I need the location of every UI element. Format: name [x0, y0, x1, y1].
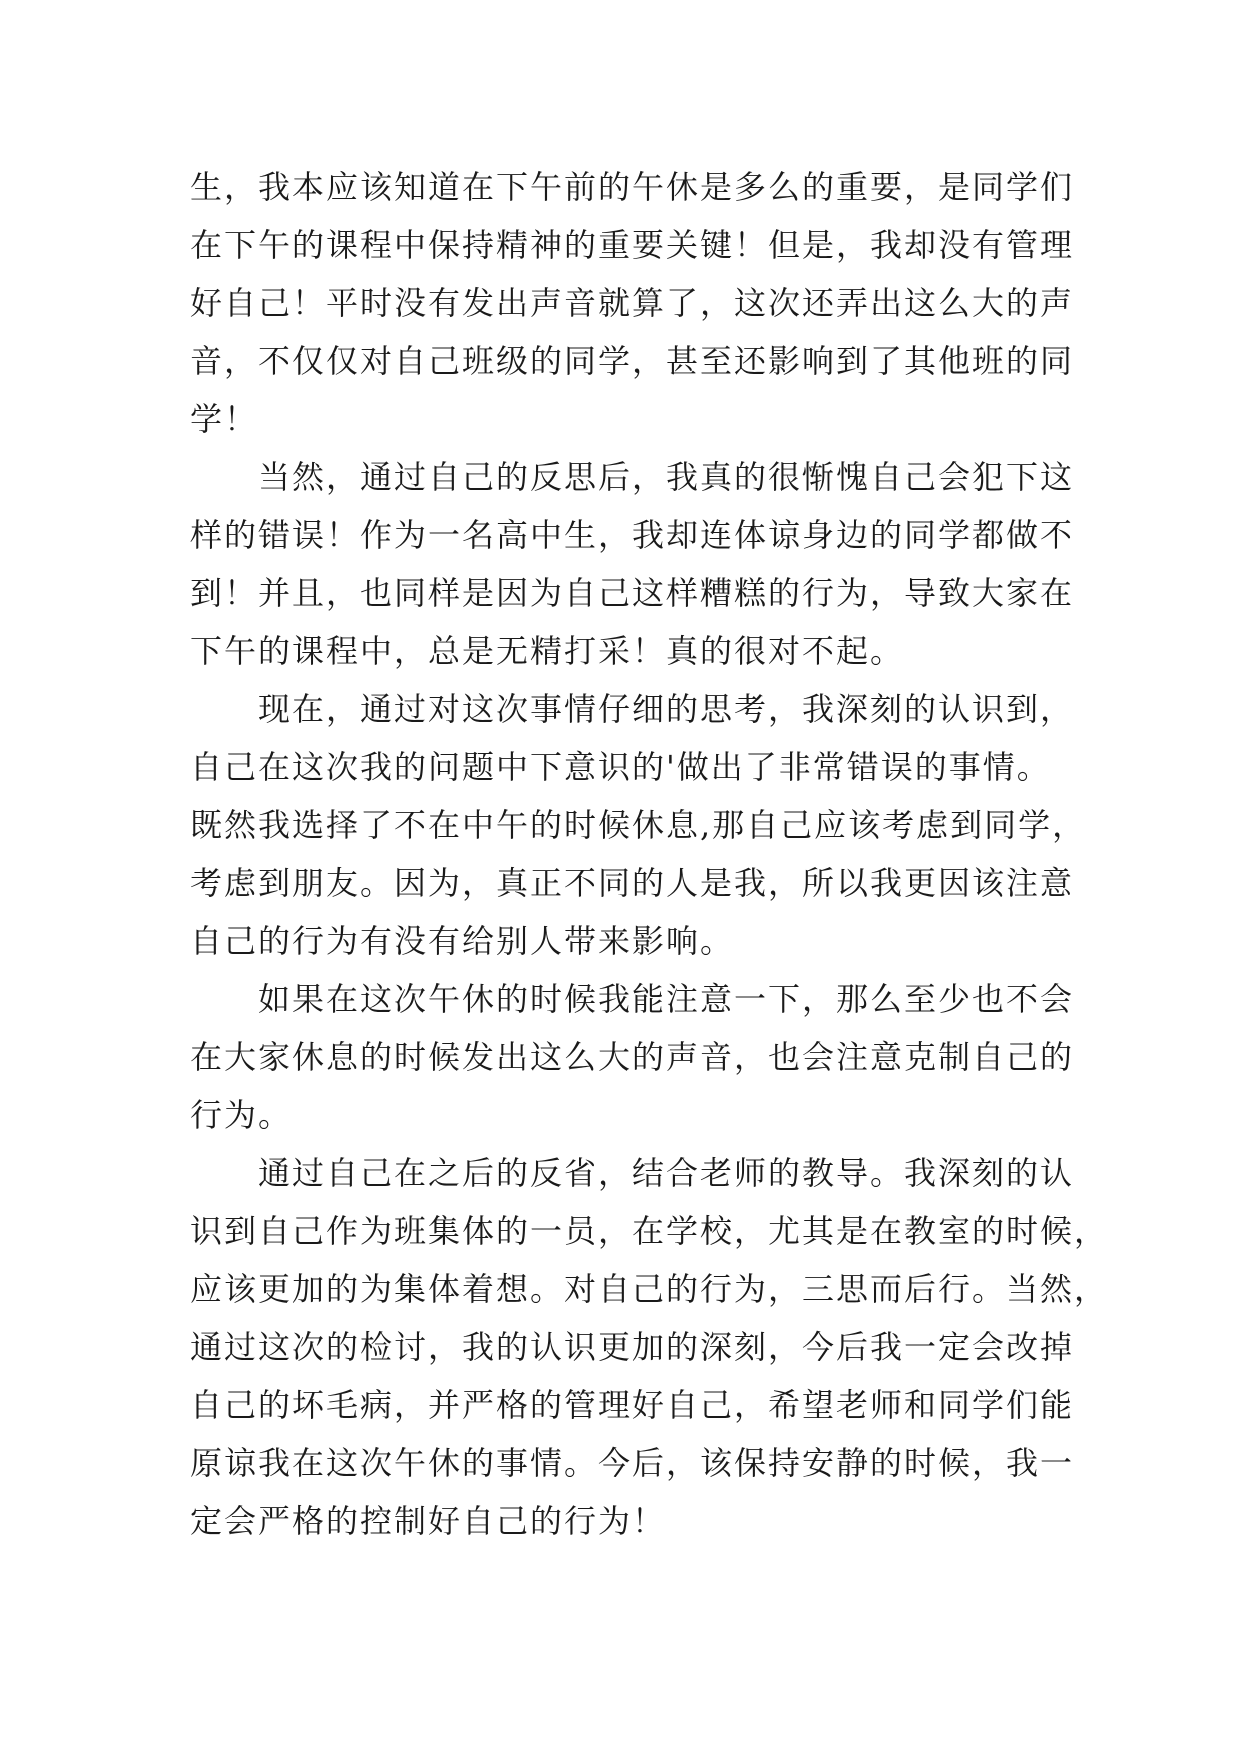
text-line: 考虑到朋友。因为，真正不同的人是我，所以我更因该注意	[190, 864, 1075, 902]
text-line: 通过这次的检讨，我的认识更加的深刻，今后我一定会改掉	[190, 1328, 1075, 1366]
text-line: 下午的课程中，总是无精打采！真的很对不起。	[190, 632, 905, 670]
text-line: 应该更加的为集体着想。对自己的行为，三思而后行。当然，	[190, 1270, 1109, 1308]
paragraph-start-line: 现在，通过对这次事情仔细的思考，我深刻的认识到，	[258, 690, 1075, 728]
text-line: 音，不仅仅对自己班级的同学，甚至还影响到了其他班的同	[190, 342, 1075, 380]
text-line: 生，我本应该知道在下午前的午休是多么的重要，是同学们	[190, 168, 1075, 206]
text-line: 在大家休息的时候发出这么大的声音，也会注意克制自己的	[190, 1038, 1075, 1076]
paragraph-start-line: 通过自己在之后的反省，结合老师的教导。我深刻的认	[258, 1154, 1075, 1192]
text-line: 既然我选择了不在中午的时候休息,那自己应该考虑到同学，	[190, 806, 1087, 844]
text-line: 自己的坏毛病，并严格的管理好自己，希望老师和同学们能	[190, 1386, 1075, 1424]
paragraph-start-line: 当然，通过自己的反思后，我真的很惭愧自己会犯下这	[258, 458, 1075, 496]
text-line: 在下午的课程中保持精神的重要关键！但是，我却没有管理	[190, 226, 1075, 264]
text-line: 好自己！平时没有发出声音就算了，这次还弄出这么大的声	[190, 284, 1075, 322]
text-line: 定会严格的控制好自己的行为！	[190, 1502, 667, 1540]
text-line: 行为。	[190, 1096, 293, 1134]
text-line: 自己的行为有没有给别人带来影响。	[190, 922, 735, 960]
text-line: 原谅我在这次午休的事情。今后，该保持安静的时候，我一	[190, 1444, 1075, 1482]
text-line: 学！	[190, 400, 259, 438]
text-line: 样的错误！作为一名高中生，我却连体谅身边的同学都做不	[190, 516, 1075, 554]
document-body	[190, 158, 1109, 1550]
text-line: 自己在这次我的问题中下意识的'做出了非常错误的事情。	[190, 748, 1051, 786]
text-line: 到！并且，也同样是因为自己这样糟糕的行为，导致大家在	[190, 574, 1075, 612]
paragraph-start-line: 如果在这次午休的时候我能注意一下，那么至少也不会	[258, 980, 1075, 1018]
text-line: 识到自己作为班集体的一员，在学校，尤其是在教室的时候，	[190, 1212, 1109, 1250]
